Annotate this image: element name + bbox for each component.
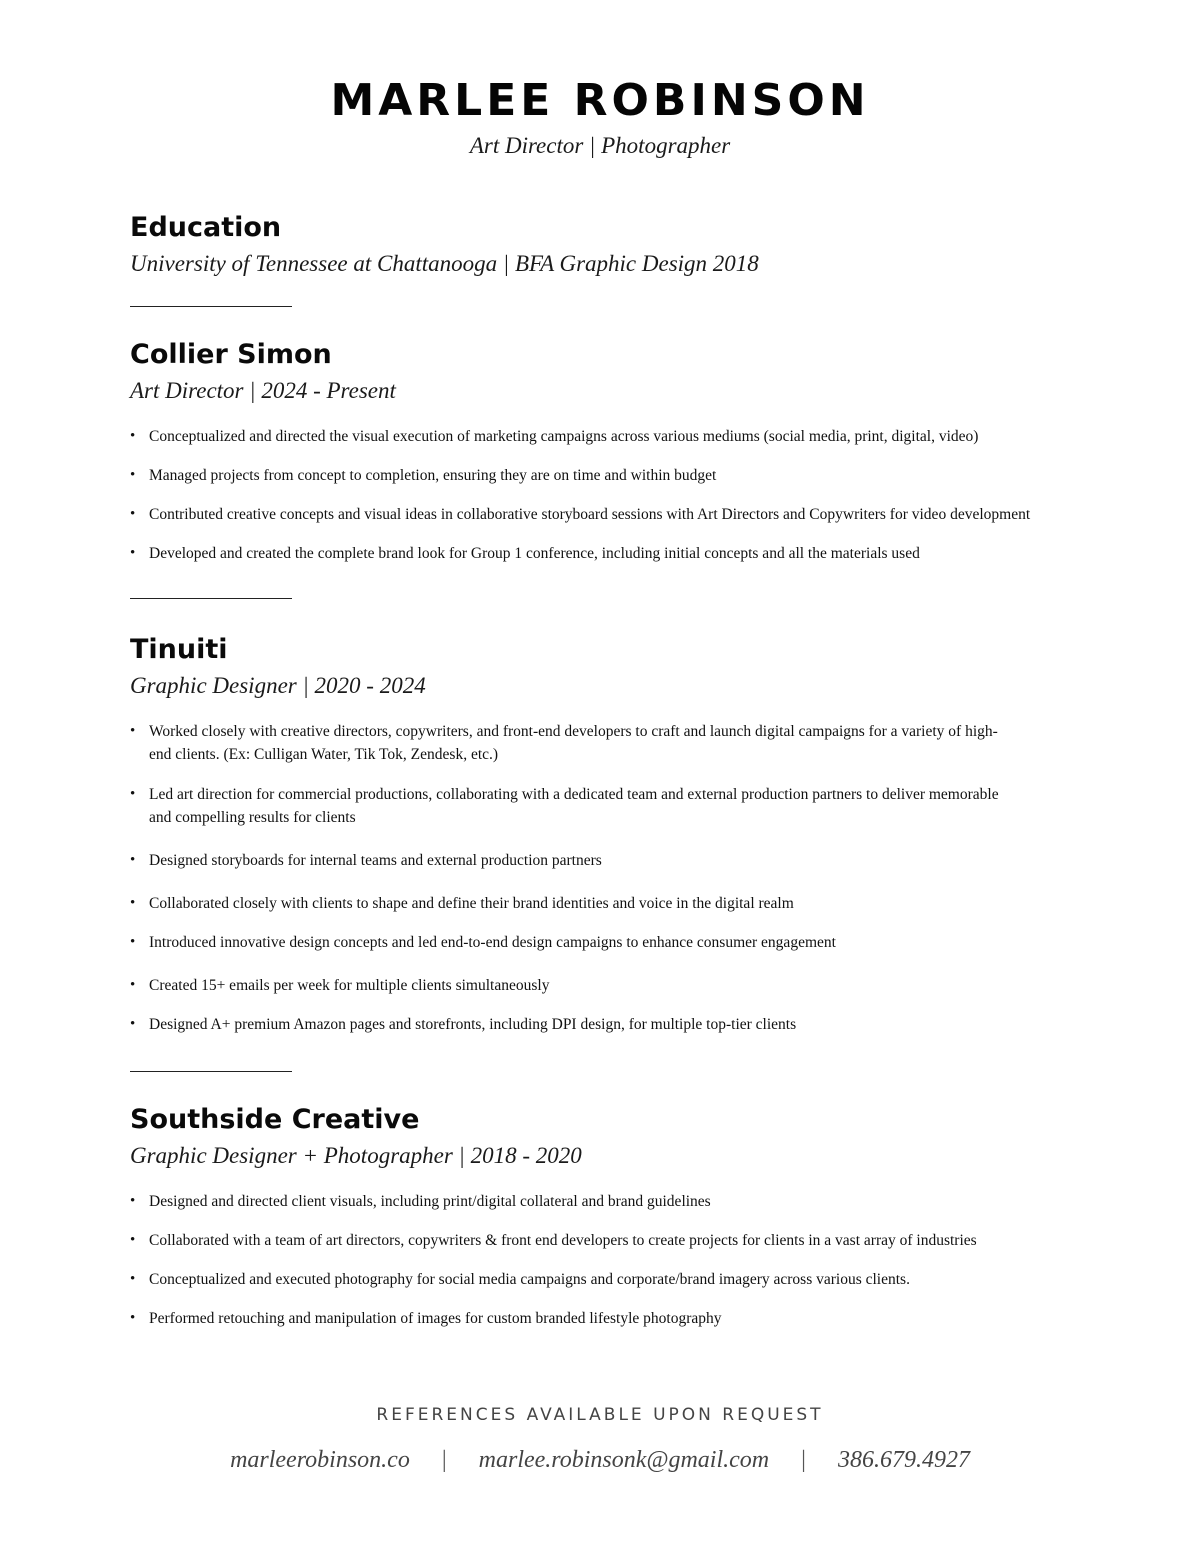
job-role: Graphic Designer | 2020 - 2024	[130, 673, 426, 698]
job-section-collier-simon	[130, 338, 1130, 406]
list-item: • Collaborated with a team of art directors, copywriters & front end developers to create projects for clients in a vast array of industries	[130, 1232, 977, 1249]
list-item: • Led art direction for commercial productions, collaborating with a dedicated team and external production partners to deliver memorable and compelling results for clients	[130, 786, 999, 826]
email-link[interactable]: marlee.robinsonk@gmail.com	[478, 1447, 770, 1473]
list-item: • Designed A+ premium Amazon pages and storefronts, including DPI design, for multiple top-tier clients	[130, 1016, 797, 1033]
job-role: Graphic Designer + Photographer | 2018 - 2020	[130, 1143, 582, 1168]
contact-separator: |	[441, 1447, 447, 1473]
list-item: • Designed and directed client visuals, including print/digital collateral and brand guidelines	[130, 1193, 711, 1210]
company-name: Collier Simon	[130, 339, 332, 370]
job-section-tinuiti	[130, 633, 1130, 701]
section-divider	[130, 598, 292, 599]
contact-line	[0, 1444, 1200, 1476]
list-item: • Worked closely with creative directors, copywriters, and front-end developers to craft and launch digital campaigns for a variety of high-end clients. (Ex: Culligan Water, Tik Tok, Zendesk, etc.)	[130, 723, 998, 763]
candidate-title: Art Director | Photographer	[469, 133, 731, 158]
education-detail: University of Tennessee at Chattanooga | BFA Graphic Design 2018	[130, 251, 759, 276]
list-item: • Performed retouching and manipulation of images for custom branded lifestyle photography	[130, 1310, 722, 1327]
list-item: • Contributed creative concepts and visual ideas in collaborative storyboard sessions with Art Directors and Copywriters for video development	[130, 506, 1031, 523]
list-item: • Conceptualized and executed photography for social media campaigns and corporate/brand imagery across various clients.	[130, 1271, 910, 1288]
list-item: • Introduced innovative design concepts and led end-to-end design campaigns to enhance consumer engagement	[130, 934, 836, 951]
contact-separator: |	[801, 1447, 806, 1473]
company-name: Tinuiti	[130, 634, 228, 665]
job-role: Art Director | 2024 - Present	[130, 378, 396, 403]
list-item: • Created 15+ emails per week for multiple clients simultaneously	[130, 977, 550, 994]
resume-header	[0, 74, 1200, 161]
phone-number: 386.679.4927	[837, 1447, 970, 1473]
section-divider	[130, 306, 292, 307]
education-section	[130, 211, 1130, 279]
list-item: • Managed projects from concept to completion, ensuring they are on time and within budget	[130, 467, 717, 484]
section-divider	[130, 1071, 292, 1072]
candidate-name: MARLEE ROBINSON	[330, 75, 870, 126]
company-name: Southside Creative	[130, 1104, 420, 1135]
list-item: • Collaborated closely with clients to shape and define their brand identities and voice in the digital realm	[130, 895, 794, 912]
list-item: • Conceptualized and directed the visual execution of marketing campaigns across various mediums (social media, print, digital, video)	[130, 428, 979, 445]
references-note: REFERENCES AVAILABLE UPON REQUEST	[376, 1405, 824, 1425]
website-link[interactable]: marleerobinson.co	[230, 1447, 410, 1473]
list-item: • Developed and created the complete brand look for Group 1 conference, including initial concepts and all the materials used	[130, 545, 920, 562]
list-item: • Designed storyboards for internal teams and external production partners	[130, 852, 602, 869]
education-heading: Education	[130, 212, 282, 243]
job-section-southside-creative	[130, 1103, 1130, 1171]
